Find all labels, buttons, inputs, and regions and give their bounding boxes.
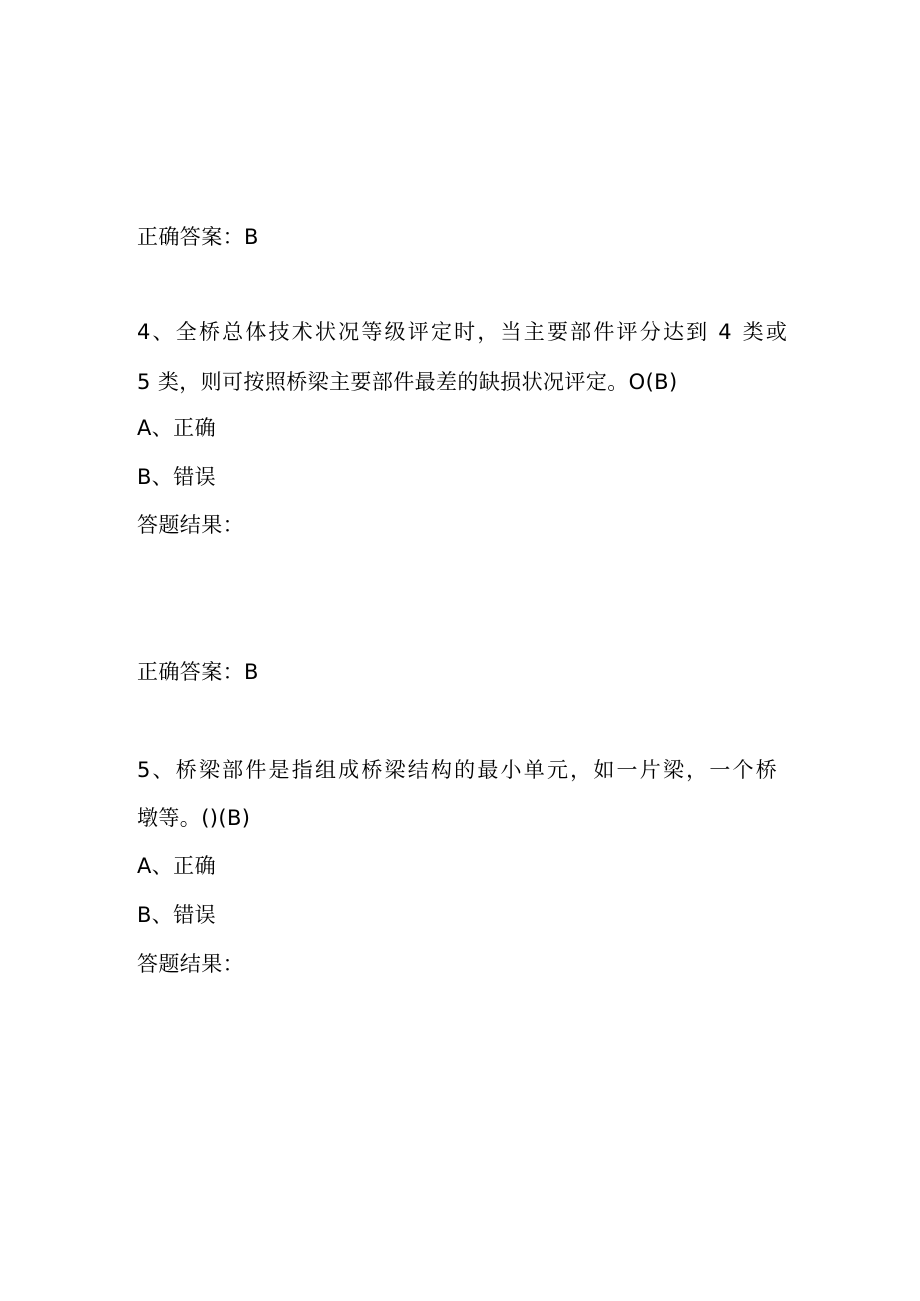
correct-answer-1: 正确答案：B xyxy=(137,225,259,249)
question-5-option-a: A、正确 xyxy=(137,854,216,878)
question-4-result-label: 答题结果： xyxy=(137,513,244,537)
question-5-option-b: B、错误 xyxy=(137,903,217,927)
question-4-text-line-1: 4、全桥总体技术状况等级评定时，当主要部件评分达到 4 类或 xyxy=(137,320,790,344)
question-4-option-a: A、正确 xyxy=(137,416,216,440)
question-5-result-label: 答题结果： xyxy=(137,952,244,976)
question-4-text-line-2: 5 类，则可按照桥梁主要部件最差的缺损状况评定。O(B) xyxy=(137,370,678,394)
question-5-text-line-2: 墩等。()(B) xyxy=(137,806,251,830)
question-4-correct-answer: 正确答案：B xyxy=(137,660,259,684)
question-4-option-b: B、错误 xyxy=(137,465,217,489)
question-5-text-line-1: 5、桥梁部件是指组成桥梁结构的最小单元，如一片梁，一个桥 xyxy=(137,758,779,782)
